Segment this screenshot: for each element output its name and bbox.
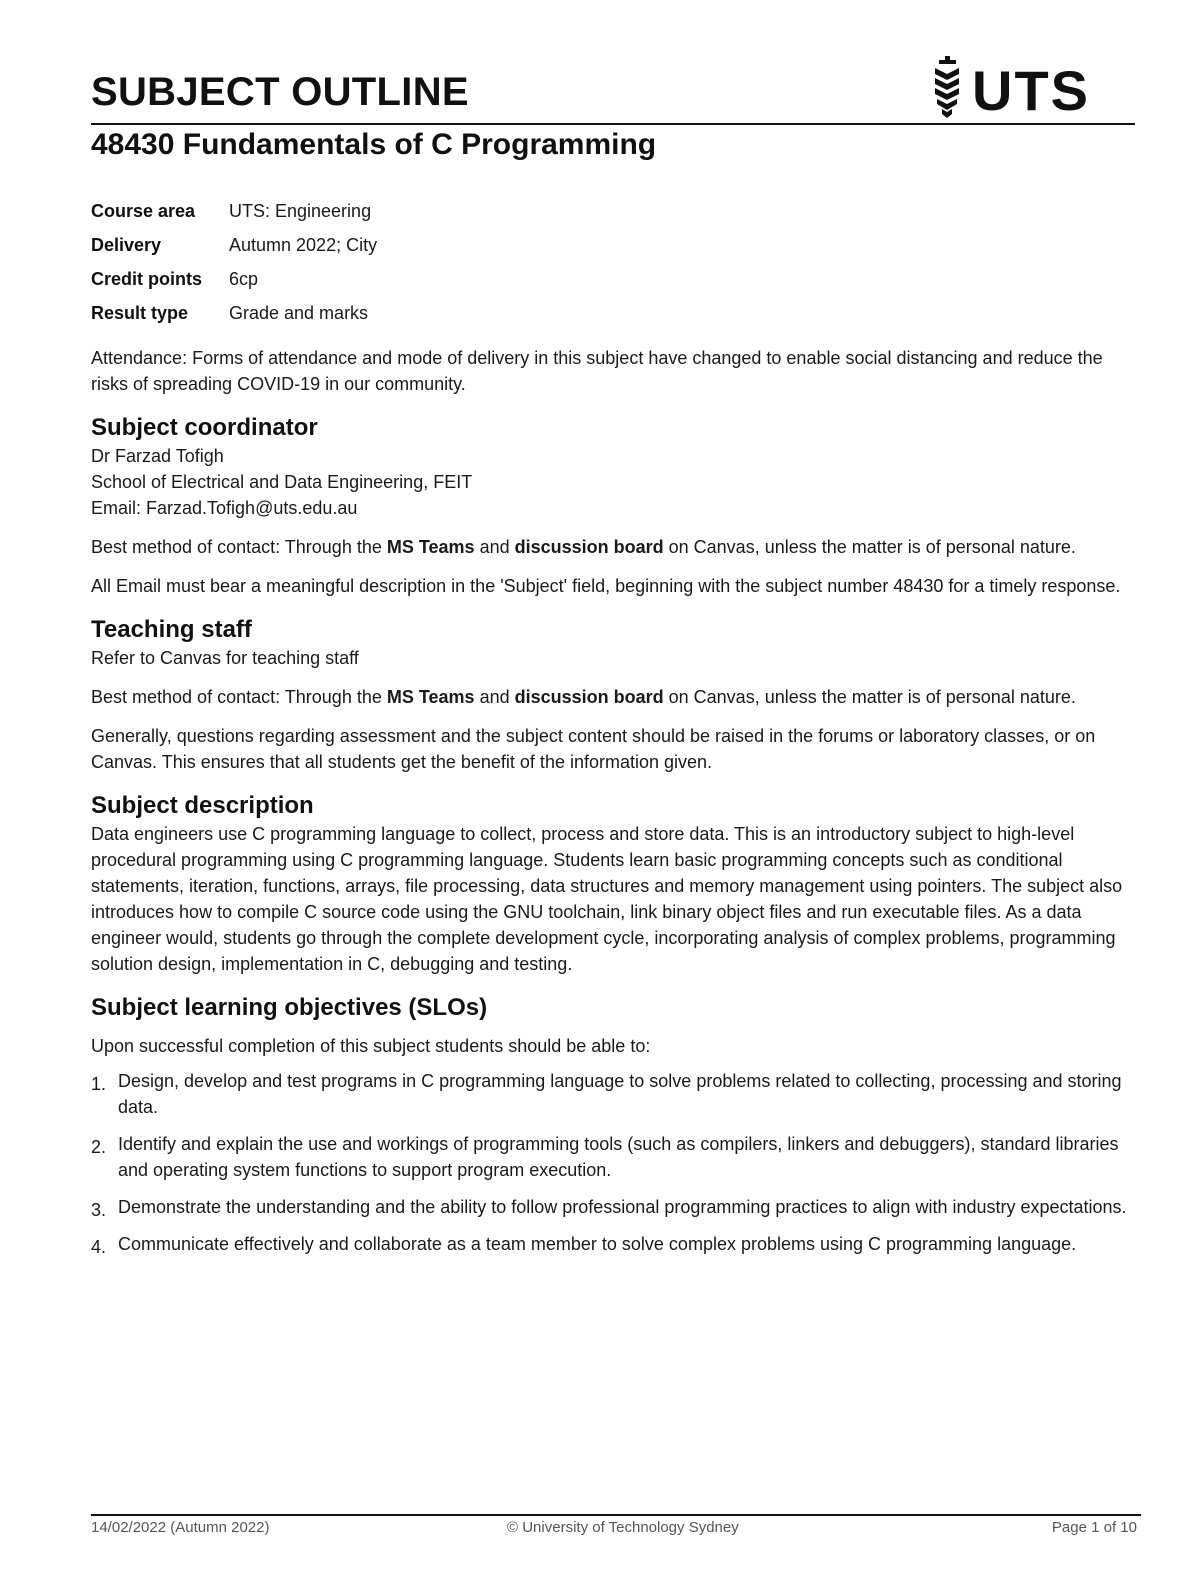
slo-text: Identify and explain the use and workings of programming tools (such as compilers, linkers and debuggers), standard libraries and operating system functions to support program execution. <box>118 1134 1119 1180</box>
slo-item <box>91 1194 1135 1220</box>
questions-note: Generally, questions regarding assessment and the subject content should be raised in the forums or laboratory classes, or on Canvas. This ensures that all students get the benefit of the information given. <box>91 726 1096 772</box>
contact-ms-teams: MS Teams <box>386 537 475 557</box>
slo-number: 1. <box>91 1074 107 1094</box>
subject-details-table <box>91 194 377 330</box>
subject-title: 48430 Fundamentals of C Programming <box>91 128 657 161</box>
contact-discussion-board: discussion board <box>514 537 664 557</box>
teaching-staff-refer: Refer to Canvas for teaching staff <box>91 648 359 668</box>
footer-page-number: Page 1 of 10 <box>1051 1519 1137 1536</box>
subject-outline-page <box>91 0 1135 1590</box>
slo-item <box>91 1231 1135 1257</box>
slo-intro: Upon successful completion of this subject students should be able to: <box>91 1036 651 1056</box>
attendance-note: Attendance: Forms of attendance and mode of delivery in this subject have changed to enable social distancing and reduce the risks of spreading COVID-19 in our community. <box>91 348 1103 394</box>
detail-value: Grade and marks <box>229 302 369 323</box>
details-row <box>91 262 377 296</box>
slo-text: Demonstrate the understanding and the ability to follow professional programming practices to align with industry expectations. <box>118 1197 1127 1217</box>
footer-date: 14/02/2022 (Autumn 2022) <box>91 1519 270 1536</box>
slo-heading: Subject learning objectives (SLOs) <box>91 994 488 1021</box>
uts-crest-icon <box>935 56 959 118</box>
detail-label: Course area <box>91 200 196 221</box>
contact-ms-teams: MS Teams <box>386 687 475 707</box>
teaching-staff-heading: Teaching staff <box>91 616 252 643</box>
slo-item <box>91 1068 1135 1120</box>
coordinator-name: Dr Farzad Tofigh <box>91 446 224 466</box>
contact-text: and <box>474 537 515 557</box>
detail-value: 6cp <box>229 268 259 289</box>
details-row <box>91 228 377 262</box>
slo-number: 4. <box>91 1237 107 1257</box>
detail-value: UTS: Engineering <box>229 200 372 221</box>
description-heading: Subject description <box>91 792 314 819</box>
contact-text: on Canvas, unless the matter is of personal nature. <box>663 687 1076 707</box>
title-divider <box>91 123 1135 125</box>
slo-list <box>91 1068 1135 1257</box>
coordinator-school: School of Electrical and Data Engineering, FEIT <box>91 472 473 492</box>
slo-item <box>91 1131 1135 1183</box>
contact-text: and <box>474 687 515 707</box>
contact-text: Best method of contact: Through the <box>91 537 387 557</box>
description-text: Data engineers use C programming language to collect, process and store data. This is an introductory subject to high-level procedural programming using C programming language. Students learn basic programming concepts such as conditional statements, iteration, functions, arrays, file processing, data structures and memory management using pointers. The subject also introduces how to compile C source code using the GNU toolchain, link binary object files and run executable files. As a data engineer would, students go through the complete development cycle, incorporating analysis of complex problems, programming solution design, implementation in C, debugging and testing. <box>91 824 1123 974</box>
coordinator-heading: Subject coordinator <box>91 414 318 441</box>
details-row <box>91 194 377 228</box>
detail-label: Credit points <box>91 268 202 289</box>
slo-text: Communicate effectively and collaborate as a team member to solve complex problems using C programming language. <box>118 1234 1077 1254</box>
teaching-contact-method <box>91 684 1135 710</box>
slo-text: Design, develop and test programs in C programming language to solve problems related to collecting, processing and storing data. <box>118 1071 1122 1117</box>
contact-text: Best method of contact: Through the <box>91 687 387 707</box>
contact-discussion-board: discussion board <box>514 687 664 707</box>
details-row <box>91 296 377 330</box>
detail-label: Delivery <box>91 234 162 255</box>
slo-number: 2. <box>91 1137 107 1157</box>
email-note: All Email must bear a meaningful description in the 'Subject' field, beginning with the subject number 48430 for a timely response. <box>91 576 1121 596</box>
detail-value: Autumn 2022; City <box>229 234 378 255</box>
detail-label: Result type <box>91 302 189 323</box>
footer-copyright: © University of Technology Sydney <box>507 1519 739 1536</box>
uts-logo <box>926 56 1096 120</box>
coordinator-contact-method <box>91 534 1135 560</box>
slo-number: 3. <box>91 1200 107 1220</box>
contact-text: on Canvas, unless the matter is of personal nature. <box>663 537 1076 557</box>
document-title: SUBJECT OUTLINE <box>91 70 469 114</box>
uts-logo-text: UTS <box>972 59 1090 120</box>
outline-content <box>91 345 1135 1268</box>
footer-divider <box>91 1514 1141 1516</box>
coordinator-email: Email: Farzad.Tofigh@uts.edu.au <box>91 498 358 518</box>
